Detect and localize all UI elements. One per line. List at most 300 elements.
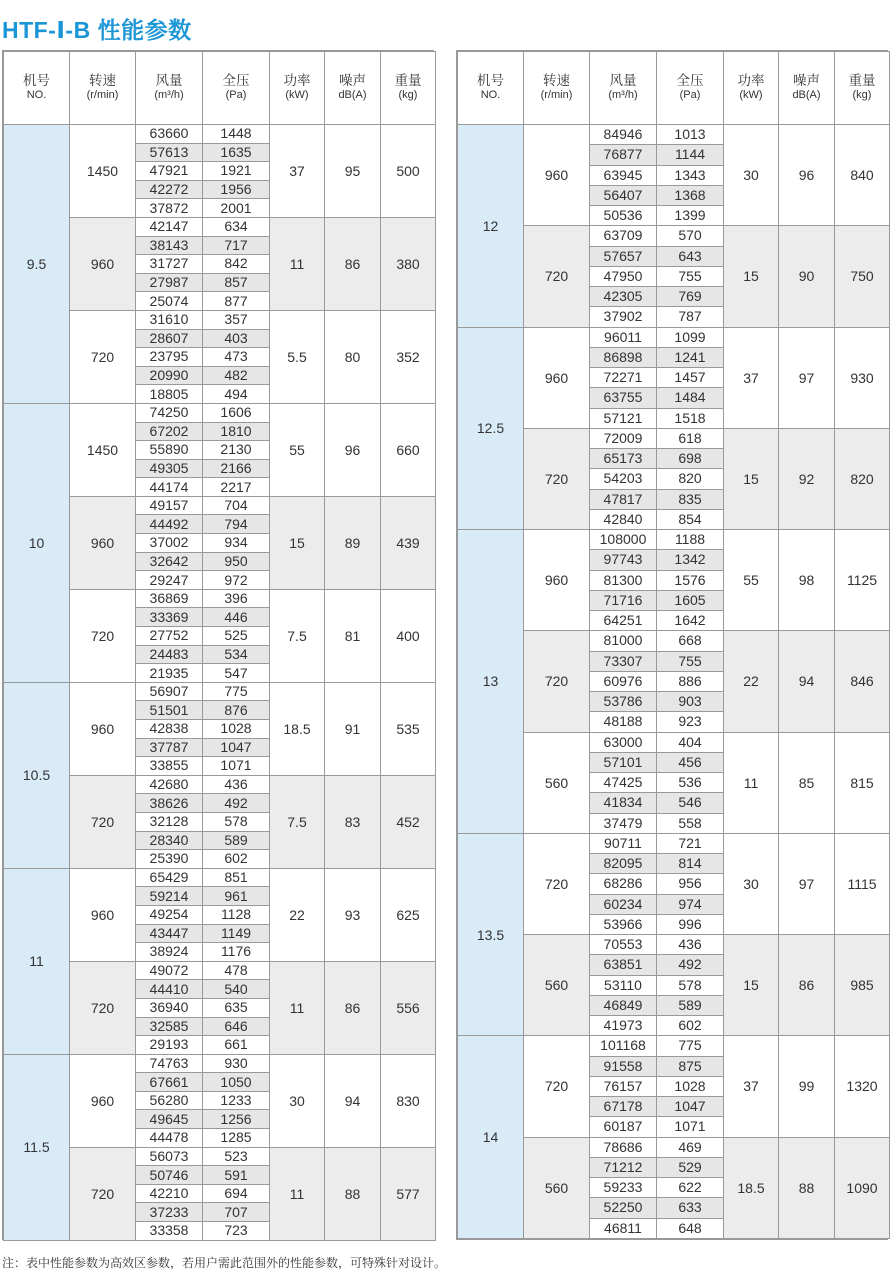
- pressure-cell: 525: [203, 627, 270, 646]
- airflow-cell: 44478: [136, 1129, 203, 1148]
- power-cell: 37: [724, 1036, 779, 1137]
- airflow-cell: 78686: [590, 1137, 657, 1157]
- column-header-cn: 噪声: [339, 73, 366, 88]
- table-row: [458, 125, 890, 145]
- model-number: 13: [458, 530, 524, 834]
- pressure-cell: 857: [203, 273, 270, 292]
- airflow-cell: 72009: [590, 428, 657, 448]
- speed-cell: 720: [70, 310, 136, 403]
- power-cell: 55: [270, 403, 325, 496]
- airflow-cell: 59214: [136, 887, 203, 906]
- pressure-cell: 820: [657, 469, 724, 489]
- airflow-cell: 50536: [590, 206, 657, 226]
- airflow-cell: 76877: [590, 145, 657, 165]
- model-number: 14: [458, 1036, 524, 1239]
- noise-cell: 97: [779, 833, 835, 934]
- pressure-cell: 2001: [203, 199, 270, 218]
- weight-cell: 1090: [835, 1137, 890, 1239]
- pressure-cell: 589: [203, 831, 270, 850]
- column-header-cn: 重量: [394, 73, 422, 88]
- pressure-cell: 523: [203, 1147, 270, 1166]
- airflow-cell: 53110: [590, 975, 657, 995]
- noise-cell: 80: [325, 310, 381, 403]
- pressure-cell: 578: [657, 975, 724, 995]
- airflow-cell: 82095: [590, 854, 657, 874]
- airflow-cell: 49157: [136, 496, 203, 515]
- pressure-cell: 930: [203, 1054, 270, 1073]
- airflow-cell: 91558: [590, 1056, 657, 1076]
- airflow-cell: 72271: [590, 368, 657, 388]
- airflow-cell: 63000: [590, 732, 657, 752]
- weight-cell: 985: [835, 935, 890, 1036]
- noise-cell: 88: [325, 1147, 381, 1240]
- column-header-unit: (kW): [285, 89, 309, 101]
- table-header-row: [458, 52, 890, 125]
- pressure-cell: 529: [657, 1157, 724, 1177]
- performance-table-left: [2, 50, 434, 1240]
- pressure-cell: 618: [657, 428, 724, 448]
- column-header-unit: (kg): [398, 89, 418, 101]
- table-body: [4, 125, 436, 1241]
- pressure-cell: 1099: [657, 327, 724, 347]
- pressure-cell: 1128: [203, 905, 270, 924]
- power-cell: 7.5: [270, 589, 325, 682]
- noise-cell: 86: [325, 217, 381, 310]
- table-row: [458, 833, 890, 853]
- airflow-cell: 67178: [590, 1097, 657, 1117]
- airflow-cell: 74250: [136, 403, 203, 422]
- airflow-cell: 63660: [136, 125, 203, 144]
- airflow-cell: 71716: [590, 590, 657, 610]
- airflow-cell: 49645: [136, 1110, 203, 1129]
- pressure-cell: 1285: [203, 1129, 270, 1148]
- column-header-cn: 功率: [283, 73, 311, 88]
- airflow-cell: 37002: [136, 534, 203, 553]
- column-header-unit: dB(A): [338, 89, 367, 101]
- airflow-cell: 37872: [136, 199, 203, 218]
- airflow-cell: 67202: [136, 422, 203, 441]
- pressure-cell: 646: [203, 1017, 270, 1036]
- power-cell: 30: [270, 1054, 325, 1147]
- airflow-cell: 65429: [136, 868, 203, 887]
- pressure-cell: 1399: [657, 206, 724, 226]
- airflow-cell: 74763: [136, 1054, 203, 1073]
- airflow-cell: 57121: [590, 408, 657, 428]
- column-header-cn: 全压: [676, 73, 704, 88]
- column-header-cn: 机号: [477, 73, 504, 88]
- airflow-cell: 56407: [590, 185, 657, 205]
- airflow-cell: 63851: [590, 955, 657, 975]
- speed-cell: 960: [70, 868, 136, 961]
- pressure-cell: 1457: [657, 368, 724, 388]
- pressure-cell: 956: [657, 874, 724, 894]
- speed-cell: 560: [524, 1137, 590, 1239]
- pressure-cell: 755: [657, 651, 724, 671]
- speed-cell: 1450: [70, 125, 136, 218]
- pressure-cell: 546: [657, 793, 724, 813]
- pressure-cell: 591: [203, 1166, 270, 1185]
- airflow-cell: 68286: [590, 874, 657, 894]
- airflow-cell: 29247: [136, 571, 203, 590]
- pressure-cell: 534: [203, 645, 270, 664]
- airflow-cell: 51501: [136, 701, 203, 720]
- airflow-cell: 44492: [136, 515, 203, 534]
- noise-cell: 94: [325, 1054, 381, 1147]
- pressure-cell: 704: [203, 496, 270, 515]
- noise-cell: 94: [779, 631, 835, 732]
- power-cell: 30: [724, 125, 779, 226]
- airflow-cell: 28607: [136, 329, 203, 348]
- airflow-cell: 20990: [136, 366, 203, 385]
- column-header-cn: 风量: [155, 73, 183, 88]
- pressure-cell: 775: [657, 1036, 724, 1056]
- pressure-cell: 635: [203, 998, 270, 1017]
- pressure-cell: 1176: [203, 943, 270, 962]
- weight-cell: 930: [835, 327, 890, 428]
- pressure-cell: 1343: [657, 165, 724, 185]
- model-number: 10.5: [4, 682, 70, 868]
- column-header-cn: 噪声: [793, 73, 820, 88]
- airflow-cell: 33358: [136, 1222, 203, 1241]
- column-header-unit: NO.: [480, 89, 501, 101]
- airflow-cell: 60234: [590, 894, 657, 914]
- speed-cell: 960: [70, 1054, 136, 1147]
- airflow-cell: 42680: [136, 775, 203, 794]
- power-cell: 11: [270, 961, 325, 1054]
- airflow-cell: 63945: [590, 165, 657, 185]
- pressure-cell: 1921: [203, 162, 270, 181]
- airflow-cell: 37479: [590, 813, 657, 833]
- pressure-cell: 1576: [657, 570, 724, 590]
- pressure-cell: 1606: [203, 403, 270, 422]
- speed-cell: 960: [70, 217, 136, 310]
- column-header-unit: NO.: [26, 89, 47, 101]
- speed-cell: 720: [70, 775, 136, 868]
- airflow-cell: 90711: [590, 833, 657, 853]
- airflow-cell: 48188: [590, 712, 657, 732]
- speed-cell: 960: [70, 496, 136, 589]
- power-cell: 11: [270, 217, 325, 310]
- column-header: [381, 52, 436, 125]
- airflow-cell: 63755: [590, 388, 657, 408]
- pressure-cell: 634: [203, 217, 270, 236]
- noise-cell: 86: [325, 961, 381, 1054]
- airflow-cell: 23795: [136, 348, 203, 367]
- airflow-cell: 52250: [590, 1198, 657, 1218]
- column-header: [724, 52, 779, 125]
- model-number: 10: [4, 403, 70, 682]
- table-header-row: [4, 52, 436, 125]
- speed-cell: 560: [524, 935, 590, 1036]
- speed-cell: 720: [524, 833, 590, 934]
- speed-cell: 560: [524, 732, 590, 833]
- pressure-cell: 578: [203, 812, 270, 831]
- speed-cell: 720: [70, 961, 136, 1054]
- pressure-cell: 1071: [203, 757, 270, 776]
- speed-cell: 960: [524, 327, 590, 428]
- airflow-cell: 31727: [136, 255, 203, 274]
- airflow-cell: 32585: [136, 1017, 203, 1036]
- column-header-cn: 风量: [609, 73, 637, 88]
- power-cell: 11: [724, 732, 779, 833]
- weight-cell: 577: [381, 1147, 436, 1240]
- airflow-cell: 63709: [590, 226, 657, 246]
- airflow-cell: 65173: [590, 449, 657, 469]
- pressure-cell: 469: [657, 1137, 724, 1157]
- table-row: [4, 868, 436, 887]
- pressure-cell: 1028: [203, 720, 270, 739]
- airflow-cell: 71212: [590, 1157, 657, 1177]
- airflow-cell: 36940: [136, 998, 203, 1017]
- weight-cell: 1125: [835, 530, 890, 631]
- pressure-cell: 1956: [203, 180, 270, 199]
- pressure-cell: 622: [657, 1178, 724, 1198]
- column-header-unit: (kW): [739, 89, 763, 101]
- pressure-cell: 723: [203, 1222, 270, 1241]
- column-header: [590, 52, 657, 125]
- column-header: [325, 52, 381, 125]
- pressure-cell: 2166: [203, 459, 270, 478]
- airflow-cell: 56907: [136, 682, 203, 701]
- column-header: [270, 52, 325, 125]
- airflow-cell: 60187: [590, 1117, 657, 1137]
- pressure-cell: 787: [657, 307, 724, 327]
- airflow-cell: 86898: [590, 347, 657, 367]
- pressure-cell: 721: [657, 833, 724, 853]
- speed-cell: 960: [524, 125, 590, 226]
- pressure-cell: 1810: [203, 422, 270, 441]
- pressure-cell: 876: [203, 701, 270, 720]
- pressure-cell: 633: [657, 1198, 724, 1218]
- airflow-cell: 56073: [136, 1147, 203, 1166]
- airflow-cell: 49305: [136, 459, 203, 478]
- airflow-cell: 44174: [136, 478, 203, 497]
- model-number: 12: [458, 125, 524, 328]
- airflow-cell: 53966: [590, 914, 657, 934]
- pressure-cell: 357: [203, 310, 270, 329]
- noise-cell: 96: [779, 125, 835, 226]
- airflow-cell: 25074: [136, 292, 203, 311]
- power-cell: 22: [270, 868, 325, 961]
- column-header-unit: (r/min): [540, 89, 573, 101]
- table-row: [458, 1036, 890, 1056]
- noise-cell: 86: [779, 935, 835, 1036]
- airflow-cell: 42840: [590, 509, 657, 529]
- pressure-cell: 835: [657, 489, 724, 509]
- pressure-cell: 923: [657, 712, 724, 732]
- pressure-cell: 875: [657, 1056, 724, 1076]
- pressure-cell: 1188: [657, 530, 724, 550]
- noise-cell: 81: [325, 589, 381, 682]
- pressure-cell: 996: [657, 914, 724, 934]
- airflow-cell: 47817: [590, 489, 657, 509]
- airflow-cell: 46849: [590, 995, 657, 1015]
- power-cell: 15: [724, 935, 779, 1036]
- weight-cell: 846: [835, 631, 890, 732]
- airflow-cell: 33369: [136, 608, 203, 627]
- column-header: [779, 52, 835, 125]
- pressure-cell: 589: [657, 995, 724, 1015]
- column-header: [458, 52, 524, 125]
- airflow-cell: 42305: [590, 287, 657, 307]
- footnote: 注：表中性能参数为高效区参数，若用户需此范围外的性能参数，可特殊针对设计。: [2, 1256, 447, 1270]
- pressure-cell: 446: [203, 608, 270, 627]
- page-title: HTF-Ⅰ-B 性能参数: [2, 17, 192, 43]
- speed-cell: 720: [70, 1147, 136, 1240]
- airflow-cell: 97743: [590, 550, 657, 570]
- weight-cell: 380: [381, 217, 436, 310]
- column-header-unit: (kg): [852, 89, 872, 101]
- noise-cell: 99: [779, 1036, 835, 1137]
- pressure-cell: 934: [203, 534, 270, 553]
- table-row: [4, 403, 436, 422]
- column-header-unit: (Pa): [225, 89, 247, 101]
- airflow-cell: 29193: [136, 1036, 203, 1055]
- pressure-cell: 396: [203, 589, 270, 608]
- model-number: 9.5: [4, 125, 70, 404]
- table-row: [4, 1054, 436, 1073]
- noise-cell: 97: [779, 327, 835, 428]
- airflow-cell: 28340: [136, 831, 203, 850]
- pressure-cell: 2217: [203, 478, 270, 497]
- noise-cell: 91: [325, 682, 381, 775]
- column-header: [4, 52, 70, 125]
- pressure-cell: 1047: [203, 738, 270, 757]
- pressure-cell: 842: [203, 255, 270, 274]
- weight-cell: 660: [381, 403, 436, 496]
- pressure-cell: 961: [203, 887, 270, 906]
- airflow-cell: 38626: [136, 794, 203, 813]
- pressure-cell: 404: [657, 732, 724, 752]
- airflow-cell: 81000: [590, 631, 657, 651]
- power-cell: 11: [270, 1147, 325, 1240]
- pressure-cell: 1013: [657, 125, 724, 145]
- airflow-cell: 84946: [590, 125, 657, 145]
- column-header: [136, 52, 203, 125]
- pressure-cell: 851: [203, 868, 270, 887]
- weight-cell: 750: [835, 226, 890, 327]
- power-cell: 22: [724, 631, 779, 732]
- weight-cell: 535: [381, 682, 436, 775]
- weight-cell: 830: [381, 1054, 436, 1147]
- airflow-cell: 59233: [590, 1178, 657, 1198]
- pressure-cell: 536: [657, 773, 724, 793]
- pressure-cell: 1149: [203, 924, 270, 943]
- airflow-cell: 70553: [590, 935, 657, 955]
- weight-cell: 840: [835, 125, 890, 226]
- airflow-cell: 27987: [136, 273, 203, 292]
- airflow-cell: 81300: [590, 570, 657, 590]
- column-header-cn: 全压: [222, 73, 250, 88]
- power-cell: 15: [724, 226, 779, 327]
- power-cell: 15: [270, 496, 325, 589]
- airflow-cell: 108000: [590, 530, 657, 550]
- weight-cell: 1115: [835, 833, 890, 934]
- noise-cell: 90: [779, 226, 835, 327]
- column-header: [524, 52, 590, 125]
- airflow-cell: 56280: [136, 1091, 203, 1110]
- speed-cell: 960: [70, 682, 136, 775]
- airflow-cell: 24483: [136, 645, 203, 664]
- speed-cell: 720: [524, 1036, 590, 1137]
- noise-cell: 83: [325, 775, 381, 868]
- airflow-cell: 31610: [136, 310, 203, 329]
- column-header-unit: (r/min): [86, 89, 119, 101]
- column-header-cn: 机号: [23, 73, 50, 88]
- pressure-cell: 1047: [657, 1097, 724, 1117]
- column-header-cn: 转速: [543, 73, 570, 88]
- airflow-cell: 55890: [136, 441, 203, 460]
- pressure-cell: 540: [203, 980, 270, 999]
- airflow-cell: 44410: [136, 980, 203, 999]
- power-cell: 18.5: [724, 1137, 779, 1239]
- column-header: [657, 52, 724, 125]
- airflow-cell: 43447: [136, 924, 203, 943]
- pressure-cell: 648: [657, 1218, 724, 1239]
- airflow-cell: 42147: [136, 217, 203, 236]
- weight-cell: 400: [381, 589, 436, 682]
- power-cell: 18.5: [270, 682, 325, 775]
- column-header-cn: 转速: [89, 73, 116, 88]
- noise-cell: 85: [779, 732, 835, 833]
- power-cell: 37: [270, 125, 325, 218]
- airflow-cell: 41973: [590, 1016, 657, 1036]
- airflow-cell: 57101: [590, 752, 657, 772]
- pressure-cell: 972: [203, 571, 270, 590]
- airflow-cell: 46811: [590, 1218, 657, 1239]
- table-row: [458, 530, 890, 550]
- pressure-cell: 1241: [657, 347, 724, 367]
- pressure-cell: 794: [203, 515, 270, 534]
- pressure-cell: 494: [203, 385, 270, 404]
- model-number: 11: [4, 868, 70, 1054]
- weight-cell: 556: [381, 961, 436, 1054]
- airflow-cell: 54203: [590, 469, 657, 489]
- pressure-cell: 1342: [657, 550, 724, 570]
- pressure-cell: 698: [657, 449, 724, 469]
- airflow-cell: 25390: [136, 850, 203, 869]
- pressure-cell: 877: [203, 292, 270, 311]
- airflow-cell: 36869: [136, 589, 203, 608]
- speed-cell: 720: [524, 631, 590, 732]
- pressure-cell: 456: [657, 752, 724, 772]
- power-cell: 37: [724, 327, 779, 428]
- noise-cell: 89: [325, 496, 381, 589]
- airflow-cell: 76157: [590, 1076, 657, 1096]
- pressure-cell: 974: [657, 894, 724, 914]
- power-cell: 5.5: [270, 310, 325, 403]
- power-cell: 30: [724, 833, 779, 934]
- noise-cell: 92: [779, 428, 835, 529]
- pressure-cell: 1050: [203, 1073, 270, 1092]
- model-number: 13.5: [458, 833, 524, 1036]
- table-row: [4, 682, 436, 701]
- speed-cell: 720: [524, 428, 590, 529]
- column-header-cn: 功率: [737, 73, 765, 88]
- power-cell: 15: [724, 428, 779, 529]
- airflow-cell: 53786: [590, 692, 657, 712]
- pressure-cell: 1484: [657, 388, 724, 408]
- column-header-unit: dB(A): [792, 89, 821, 101]
- pressure-cell: 668: [657, 631, 724, 651]
- pressure-cell: 1144: [657, 145, 724, 165]
- pressure-cell: 950: [203, 552, 270, 571]
- pressure-cell: 1448: [203, 125, 270, 144]
- airflow-cell: 37902: [590, 307, 657, 327]
- pressure-cell: 643: [657, 246, 724, 266]
- airflow-cell: 67661: [136, 1073, 203, 1092]
- column-header: [70, 52, 136, 125]
